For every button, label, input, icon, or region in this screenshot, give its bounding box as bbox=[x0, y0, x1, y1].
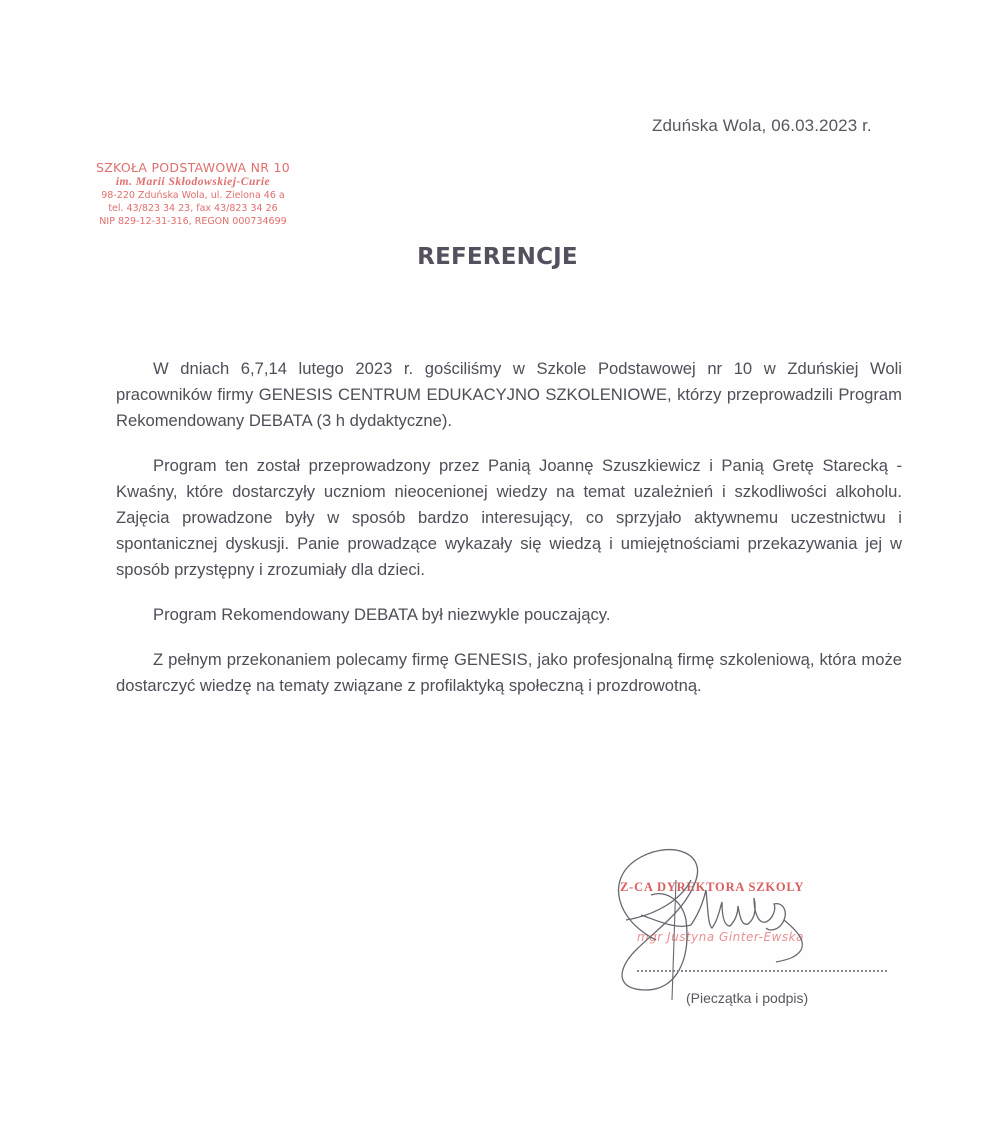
school-stamp-patron: im. Marii Skłodowskiej-Curie bbox=[115, 176, 271, 188]
deputy-director-stamp-name: mgr Justyna Ginter-Ewska bbox=[637, 930, 804, 944]
school-stamp-address: 98-220 Zduńska Wola, ul. Zielona 46 a bbox=[101, 190, 285, 201]
paragraph: W dniach 6,7,14 lutego 2023 r. gościliśmy w Szkole Podstawowej nr 10 w Zduńskiej Woli pracowników firmy GENESIS CENTRUM EDUKACYJNO SZKOLENIOWE, którzy przeprowadzili Program Rekomendowany DEBATA (3 h dydaktyczne). bbox=[116, 359, 902, 430]
document-title: REFERENCJE bbox=[417, 244, 578, 270]
letter-body bbox=[116, 356, 902, 718]
paragraph: Program ten został przeprowadzony przez Panią Joannę Szuszkiewicz i Panią Gretę Starecką - Kwaśny, które dostarczyły uczniom nieocenionej wiedzy na temat uzależnień i szkodliwości alkoholu. Zajęcia prowadzone były w sposób bardzo interesujący, co sprzyjało aktywnemu uczestnictwu i spontanicznej dyskusji. Panie prowadzące wykazały się wiedzą i umiejętnościami przekazywania jej w sposób przystępny i zrozumiały dla dzieci. bbox=[116, 456, 902, 579]
signature-line bbox=[637, 970, 887, 972]
school-stamp-ids: NIP 829-12-31-316, REGON 000734699 bbox=[99, 216, 287, 227]
paragraph: Program Rekomendowany DEBATA był niezwykle pouczający. bbox=[153, 605, 611, 624]
deputy-director-stamp-title: Z-CA DYREKTORA SZKOLY bbox=[620, 880, 805, 894]
school-stamp-name: SZKOŁA PODSTAWOWA NR 10 bbox=[95, 160, 291, 175]
paragraph: Z pełnym przekonaniem polecamy firmę GENESIS, jako profesjonalną firmę szkoleniową, która może dostarczyć wiedzę na tematy związane z profilaktyką społeczną i prozdrowotną. bbox=[116, 650, 902, 695]
signature-stroke-name bbox=[626, 880, 785, 930]
school-stamp bbox=[68, 161, 318, 228]
signature-caption: (Pieczątka i podpis) bbox=[686, 990, 809, 1006]
place-and-date: Zduńska Wola, 06.03.2023 r. bbox=[652, 116, 872, 135]
school-stamp-phone: tel. 43/823 34 23, fax 43/823 34 26 bbox=[108, 203, 278, 214]
